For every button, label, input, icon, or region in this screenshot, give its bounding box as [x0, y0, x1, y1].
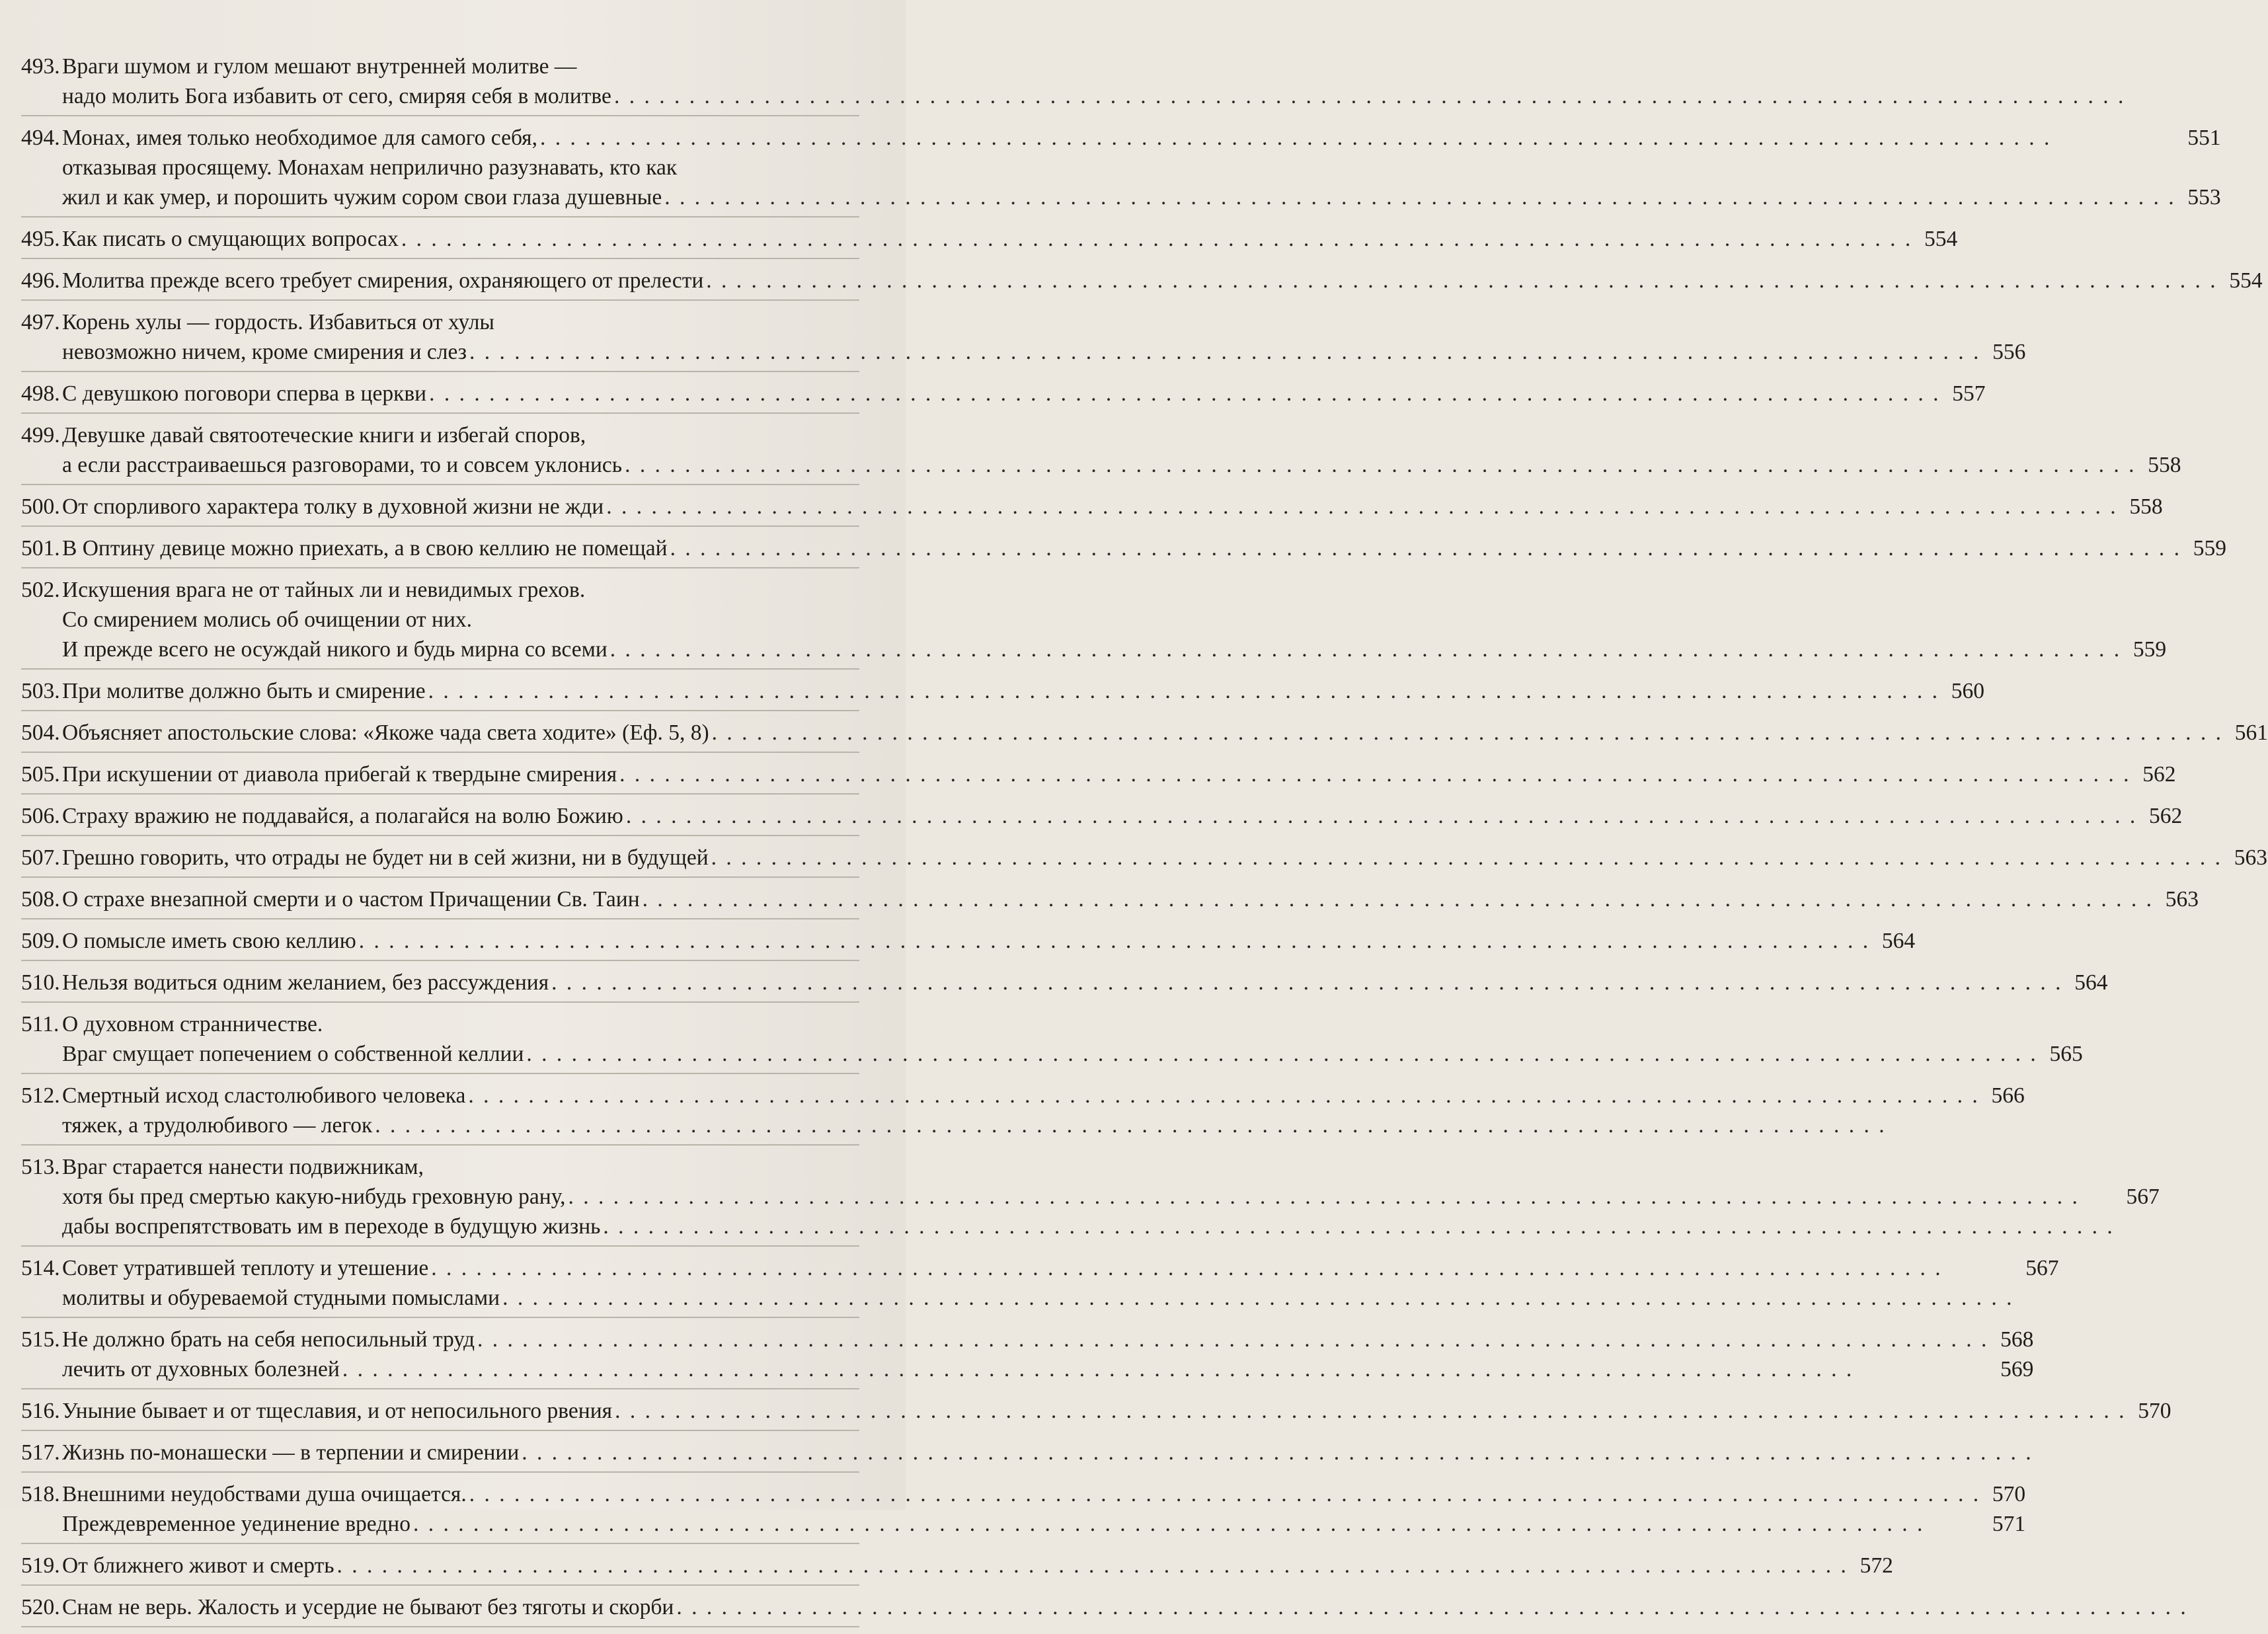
page-number: 570: [2138, 1399, 2171, 1423]
entry-title-text: Объясняет апостольские слова: «Якоже чада света ходите» (Еф. 5, 8): [62, 720, 709, 745]
entry-title-text: Враги шумом и гулом мешают внутренней молитве —: [62, 54, 577, 79]
page-number: 567: [2025, 1256, 2059, 1280]
dot-leader: [342, 1354, 1989, 1384]
dot-leader: [413, 1509, 1980, 1539]
entry-title-text: невозможно ничем, кроме смирения и слез: [62, 340, 467, 364]
toc-entry: [21, 307, 2026, 372]
entry-line: [62, 1479, 2025, 1509]
entry-number: 497.: [21, 310, 60, 334]
entry-number: 515.: [21, 1327, 60, 1352]
dot-leader: [337, 1551, 1848, 1580]
entry-body: [62, 1152, 2160, 1241]
entry-line: [62, 1253, 2058, 1283]
entry-title-text: лечить от духовных болезней: [62, 1357, 340, 1381]
entry-body: [62, 968, 2108, 997]
entry-line: [62, 153, 2221, 182]
entry-title-text: О помысле иметь свою келлию: [62, 929, 356, 953]
entry-line: [62, 492, 2163, 522]
entry-title-text: При искушении от диавола прибегай к твердыне смирения: [62, 762, 617, 787]
page-number: 551: [2187, 126, 2221, 150]
toc-entry: [21, 1009, 2083, 1074]
entry-body: [62, 1081, 2025, 1140]
entry-number: 518.: [21, 1482, 60, 1506]
entry-line: [62, 676, 1984, 706]
entry-title-text: О духовном странничестве.: [62, 1012, 323, 1036]
toc-entry: [21, 1396, 2171, 1431]
dot-leader: [712, 718, 2223, 748]
dot-leader: [603, 1212, 2114, 1241]
entry-number: 505.: [21, 762, 60, 787]
entry-line: [62, 1081, 2025, 1110]
entry-body: [62, 1396, 2171, 1426]
page-number: 561: [2234, 720, 2268, 745]
entry-body: [62, 224, 1957, 254]
entry-title-text: тяжек, а трудолюбивого — легок: [62, 1113, 373, 1138]
page-number: 554: [1924, 227, 1958, 251]
page-number: 570: [1992, 1482, 2026, 1506]
entry-body: [62, 801, 2182, 831]
table-of-contents: [21, 52, 2268, 1634]
entry-line: [62, 605, 2166, 635]
dot-leader: [643, 884, 2154, 914]
entry-line: [62, 1283, 2058, 1313]
entry-title-text: Корень хулы — гордость. Избавиться от хулы: [62, 310, 494, 334]
toc-entry: [21, 1438, 859, 1473]
entry-body: [62, 492, 2163, 522]
dot-leader: [468, 1081, 1979, 1110]
toc-entry: [21, 492, 2163, 527]
entry-number: 513.: [21, 1155, 60, 1179]
entry-number: 499.: [21, 423, 60, 447]
entry-title-text: Монах, имея только необходимое для самого себя,: [62, 126, 537, 150]
dot-leader: [706, 266, 2217, 295]
entry-line: [62, 1551, 1893, 1580]
page-number: 563: [2234, 845, 2268, 870]
entry-body: [62, 1438, 2078, 1467]
entry-title-text: надо молить Бога избавить от сего, смиряя себя в молитве: [62, 84, 611, 108]
entry-number: 496.: [21, 268, 60, 293]
entry-body: [62, 420, 2181, 480]
toc-entry: [21, 718, 2268, 753]
entry-title-text: Снам не верь. Жалость и усердие не бывают без тяготы и скорби: [62, 1595, 674, 1619]
toc-entry: [21, 1081, 2025, 1146]
dot-leader: [664, 182, 2175, 212]
entry-line: [62, 81, 2170, 111]
entry-number: 511.: [21, 1012, 59, 1036]
entry-number: 504.: [21, 720, 60, 745]
entry-line: [62, 759, 2176, 789]
entry-title-text: Внешними неудобствами душа очищается.: [62, 1482, 467, 1506]
entry-title-text: Враг старается нанести подвижникам,: [62, 1155, 424, 1179]
entry-line: [62, 1009, 2083, 1039]
dot-leader: [614, 81, 2125, 111]
page-number: 558: [2129, 494, 2163, 519]
entry-body: [62, 123, 2221, 212]
entry-line: [62, 1182, 2160, 1212]
page-number: 569: [2000, 1357, 2034, 1381]
entry-body: [62, 533, 2226, 563]
toc-entry: [21, 123, 2221, 217]
page-number: 571: [1992, 1512, 2026, 1536]
toc-entry: [21, 1479, 2026, 1544]
entry-number: 508.: [21, 887, 60, 912]
entry-line: [62, 1509, 2025, 1539]
dot-leader: [606, 492, 2117, 522]
page-number: 572: [1859, 1553, 1893, 1578]
entry-body: [62, 843, 2267, 873]
entry-line: [62, 968, 2108, 997]
entry-line: [62, 635, 2166, 664]
entry-title-text: Смертный исход сластолюбивого человека: [62, 1083, 466, 1108]
page-number: 562: [2148, 804, 2183, 828]
entry-title-text: Как писать о смущающих вопросах: [62, 227, 399, 251]
entry-number: 509.: [21, 929, 60, 953]
entry-title-text: Со смирением молись об очищении от них.: [62, 607, 473, 632]
entry-number: 517.: [21, 1440, 60, 1465]
entry-line: [62, 801, 2182, 831]
toc-entry: [21, 676, 1985, 711]
entry-title-text: О страхе внезапной смерти и о частом Причащении Св. Таин: [62, 887, 640, 912]
toc-entry: [21, 379, 1986, 414]
entry-number: 512.: [21, 1083, 60, 1108]
toc-entry: [21, 1152, 2160, 1247]
entry-number: 494.: [21, 126, 60, 150]
toc-entry: [21, 266, 2263, 301]
toc-entry: [21, 420, 2181, 485]
entry-line: [62, 1354, 2033, 1384]
entry-title-text: хотя бы пред смертью какую-нибудь греховную рану,: [62, 1185, 566, 1209]
dot-leader: [711, 843, 2222, 873]
entry-number: 493.: [21, 54, 60, 79]
entry-title-text: Страху вражию не поддавайся, а полагайся на волю Божию: [62, 804, 623, 828]
dot-leader: [469, 1479, 1980, 1509]
page-number: 556: [1992, 340, 2026, 364]
page-number: 560: [1951, 679, 1985, 703]
entry-body: [62, 1325, 2033, 1384]
entry-line: [62, 52, 2170, 81]
entry-title-text: Молитва прежде всего требует смирения, охраняющего от прелести: [62, 268, 704, 293]
dot-leader: [359, 926, 1870, 956]
entry-title-text: И прежде всего не осуждай никого и будь мирна со всеми: [62, 637, 607, 662]
entry-body: [62, 1479, 2025, 1539]
entry-line: [62, 926, 1915, 956]
toc-entry: [21, 575, 2167, 670]
entry-body: [62, 52, 2170, 111]
entry-line: [62, 718, 2268, 748]
entry-number: 516.: [21, 1399, 60, 1423]
entry-title-text: В Оптину девице можно приехать, а в свою келлию не помещай: [62, 536, 668, 561]
dot-leader: [676, 1592, 2187, 1622]
page-number: 567: [2126, 1185, 2160, 1209]
entry-number: 520.: [21, 1595, 60, 1619]
page-number: 558: [2148, 453, 2181, 477]
entry-title-text: Нельзя водиться одним желанием, без рассуждения: [62, 970, 549, 995]
entry-number: 510.: [21, 970, 60, 995]
dot-leader: [626, 801, 2137, 831]
entry-line: [62, 307, 2025, 337]
entry-number: 495.: [21, 227, 60, 251]
dot-leader: [429, 379, 1940, 408]
page-number: 553: [2187, 185, 2221, 210]
entry-body: [62, 1009, 2083, 1069]
toc-entry: [21, 1592, 859, 1627]
entry-title-text: От ближнего живот и смерть: [62, 1553, 334, 1578]
entry-number: 502.: [21, 578, 60, 602]
entry-body: [62, 266, 2263, 295]
dot-leader: [610, 635, 2121, 664]
page-number: 568: [2000, 1327, 2034, 1352]
entry-line: [62, 379, 1985, 408]
dot-leader: [477, 1325, 1988, 1354]
entry-title-text: Девушке давай святоотеческие книги и избегай споров,: [62, 423, 586, 447]
entry-line: [62, 266, 2263, 295]
entry-title-text: С девушкою поговори сперва в церкви: [62, 381, 427, 406]
entry-title-text: При молитве должно быть и смирение: [62, 679, 426, 703]
page-number: 566: [1991, 1083, 2025, 1108]
dot-leader: [568, 1182, 2114, 1212]
entry-title-text: а если расстраиваешься разговорами, то и совсем уклонись: [62, 453, 623, 477]
entry-line: [62, 123, 2221, 153]
entry-title-text: Искушения врага не от тайных ли и невидимых грехов.: [62, 578, 586, 602]
dot-leader: [522, 1438, 2033, 1467]
entry-body: [62, 1551, 1893, 1580]
page-number: 557: [1952, 381, 1986, 406]
page-number: 564: [2074, 970, 2108, 995]
entry-line: [62, 1152, 2160, 1182]
entry-number: 503.: [21, 679, 60, 703]
toc-entry: [21, 968, 2108, 1003]
page-number: 565: [2049, 1042, 2083, 1066]
dot-leader: [502, 1283, 2014, 1313]
entry-title-text: отказывая просящему. Монахам неприлично разузнавать, кто как: [62, 155, 678, 180]
dot-leader: [526, 1039, 2037, 1069]
entry-body: [62, 379, 1985, 408]
entry-line: [62, 843, 2267, 873]
entry-title-text: Грешно говорить, что отрады не будет ни в сей жизни, ни в будущей: [62, 845, 709, 870]
entry-title-text: Враг смущает попечением о собственной келлии: [62, 1042, 524, 1066]
toc-entry: [21, 224, 1958, 259]
dot-leader: [431, 1253, 2014, 1283]
dot-leader: [551, 968, 2062, 997]
entry-body: [62, 575, 2166, 664]
entry-body: [62, 676, 1984, 706]
dot-leader: [469, 337, 1980, 367]
dot-leader: [375, 1110, 1979, 1140]
entry-number: 519.: [21, 1553, 60, 1578]
dot-leader: [540, 123, 2176, 153]
entry-line: [62, 1396, 2171, 1426]
dot-leader: [670, 533, 2181, 563]
entry-body: [62, 718, 2268, 748]
page-number: 554: [2229, 268, 2263, 293]
entry-title-text: Совет утратившей теплоту и утешение: [62, 1256, 429, 1280]
entry-title-text: Уныние бывает и от тщеславия, и от непосильного рвения: [62, 1399, 613, 1423]
page-number: 559: [2193, 536, 2226, 561]
dot-leader: [428, 676, 1939, 706]
dot-leader: [615, 1396, 2126, 1426]
entry-line: [62, 1039, 2083, 1069]
entry-body: [62, 307, 2025, 367]
entry-line: [62, 533, 2226, 563]
entry-title-text: Преждевременное уединение вредно: [62, 1512, 411, 1536]
entry-line: [62, 182, 2221, 212]
entry-line: [62, 420, 2181, 450]
entry-number: 507.: [21, 845, 60, 870]
toc-entry: [21, 1551, 1893, 1586]
dot-leader: [625, 450, 2136, 480]
entry-line: [62, 575, 2166, 605]
entry-line: [62, 1110, 2025, 1140]
entry-number: 506.: [21, 804, 60, 828]
entry-line: [62, 884, 2199, 914]
entry-number: 500.: [21, 494, 60, 519]
entry-line: [62, 224, 1957, 254]
entry-title-text: От спорливого характера толку в духовной жизни не жди: [62, 494, 604, 519]
toc-entry: [21, 801, 2183, 836]
entry-title-text: Не должно брать на себя непосильный труд: [62, 1327, 475, 1352]
page-number: 559: [2132, 637, 2167, 662]
toc-entry: [21, 1253, 2059, 1318]
entry-body: [62, 759, 2176, 789]
toc-entry: [21, 843, 2268, 878]
toc-entry: [21, 533, 2226, 568]
entry-number: 498.: [21, 381, 60, 406]
dot-leader: [619, 759, 2131, 789]
entry-body: [62, 884, 2199, 914]
entry-title-text: Жизнь по-монашески — в терпении и смирении: [62, 1440, 520, 1465]
entry-body: [62, 1253, 2058, 1313]
page-number: 564: [1881, 929, 1916, 953]
entry-number: 501.: [21, 536, 60, 561]
toc-entry: [21, 926, 1916, 961]
toc-entry: [21, 884, 2199, 919]
entry-body: [62, 1592, 2233, 1622]
toc-entry: [21, 1325, 2034, 1389]
entry-line: [62, 337, 2025, 367]
entry-title-text: молитвы и обуреваемой студными помыслами: [62, 1286, 500, 1310]
entry-line: [62, 1438, 2078, 1467]
entry-body: [62, 926, 1915, 956]
entry-line: [62, 450, 2181, 480]
entry-title-text: дабы воспрепятствовать им в переходе в будущую жизнь: [62, 1214, 601, 1239]
toc-entry: [21, 759, 2176, 795]
entry-line: [62, 1212, 2160, 1241]
entry-title-text: жил и как умер, и порошить чужим сором свои глаза душевные: [62, 185, 662, 210]
entry-number: 514.: [21, 1256, 60, 1280]
page-number: 563: [2165, 887, 2199, 912]
entry-line: [62, 1592, 2233, 1622]
page-number: 562: [2142, 762, 2176, 787]
toc-entry: [21, 52, 859, 116]
dot-leader: [401, 224, 1912, 254]
entry-line: [62, 1325, 2033, 1354]
